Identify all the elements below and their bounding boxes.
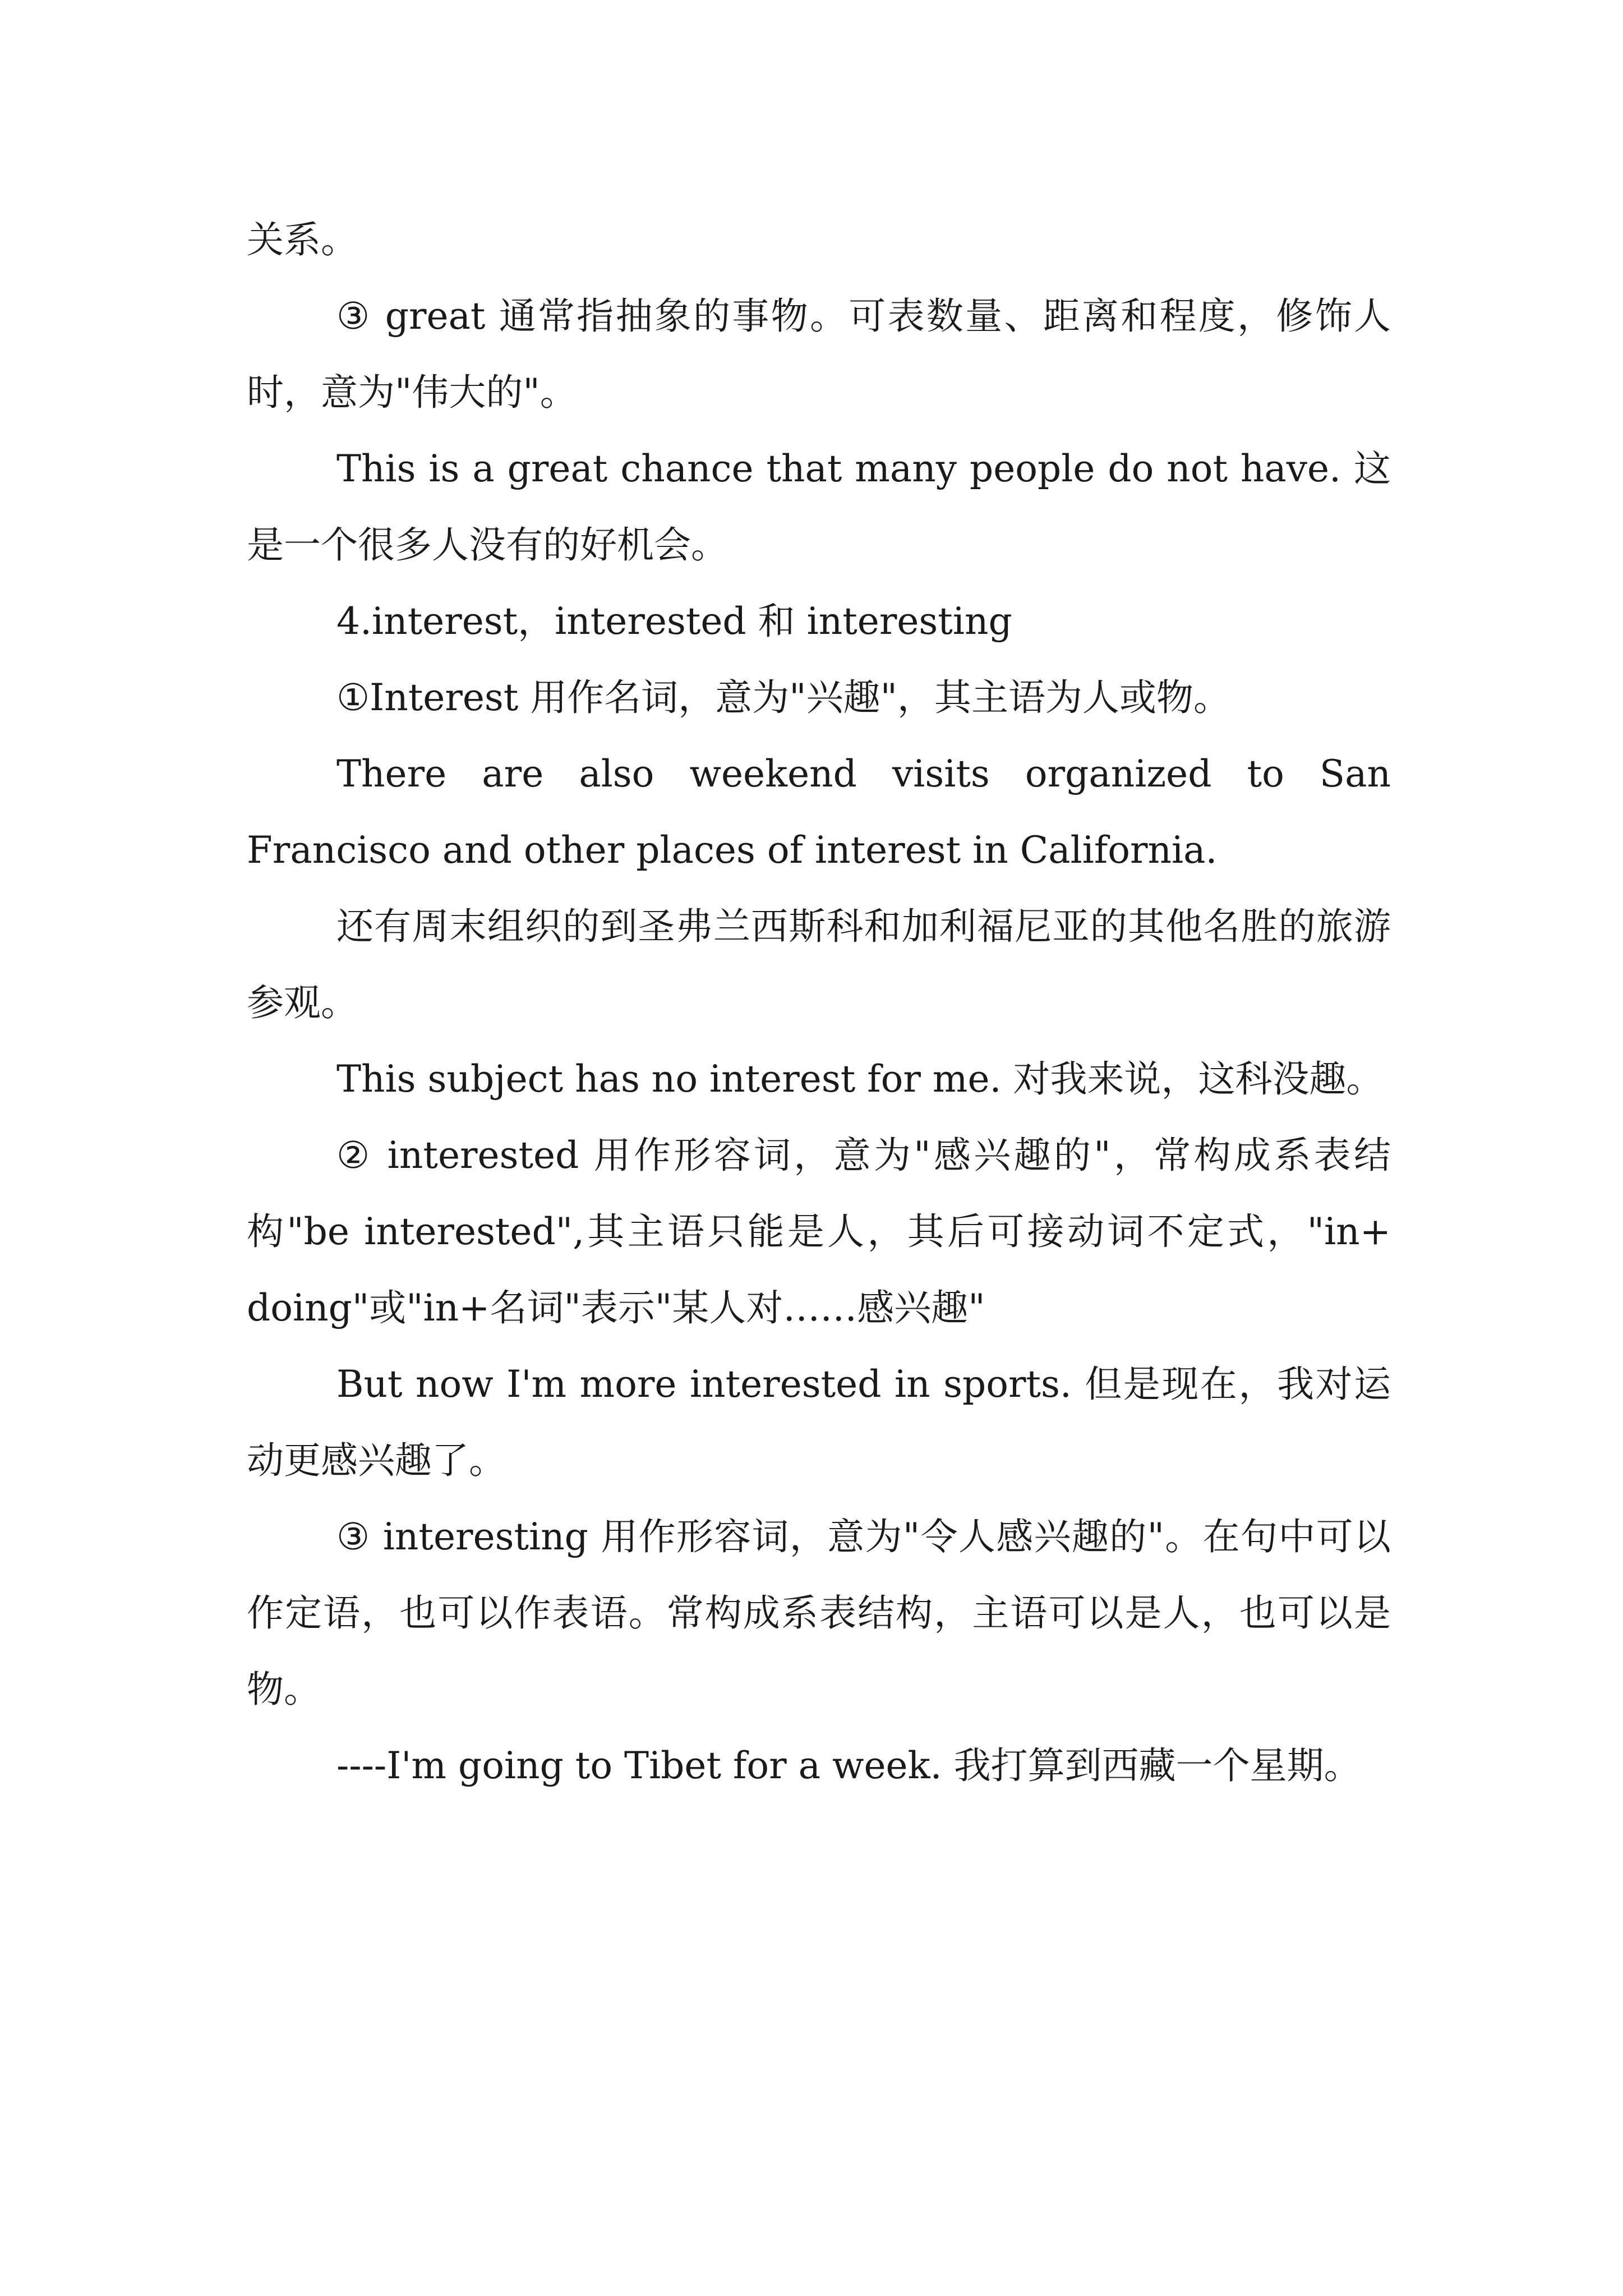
document-page — [247, 202, 1391, 1804]
paragraph-interest-example-zh: 还有周末组织的到圣弗兰西斯科和加利福尼亚的其他名胜的旅游参观。 — [247, 905, 1391, 1024]
paragraph-interested-example: But now I'm more interested in sports. 但是现在，我对运动更感兴趣了。 — [247, 1363, 1391, 1482]
paragraph-great-example: This is a great chance that many people do not have. 这是一个很多人没有的好机会。 — [247, 447, 1391, 567]
paragraph-interested-usage: ② interested 用作形容词，意为"感兴趣的"，常构成系表结构"be interested",其主语只能是人，其后可接动词不定式，"in+ doing"或"in+名词"表示"某人对……感兴趣" — [247, 1134, 1391, 1329]
paragraph-interest-example-2: This subject has no interest for me. 对我来说，这科没趣。 — [336, 1057, 1384, 1101]
paragraph-continuation: 关系。 — [247, 218, 358, 261]
paragraph-interest-noun: ①Interest 用作名词，意为"兴趣"，其主语为人或物。 — [336, 676, 1231, 719]
paragraph-great-usage: ③ great 通常指抽象的事物。可表数量、距离和程度，修饰人时，意为"伟大的"。 — [247, 295, 1391, 414]
paragraph-interesting-usage: ③ interesting 用作形容词，意为"令人感兴趣的"。在句中可以作定语，也可以作表语。常构成系表结构，主语可以是人，也可以是物。 — [247, 1515, 1391, 1711]
paragraph-interest-example-en: There are also weekend visits organized to San Francisco and other places of interest in California. — [247, 752, 1391, 872]
section-heading-interest: 4.interest，interested 和 interesting — [336, 600, 1012, 643]
paragraph-dialogue-line: ----I'm going to Tibet for a week. 我打算到西藏一个星期。 — [336, 1744, 1361, 1787]
